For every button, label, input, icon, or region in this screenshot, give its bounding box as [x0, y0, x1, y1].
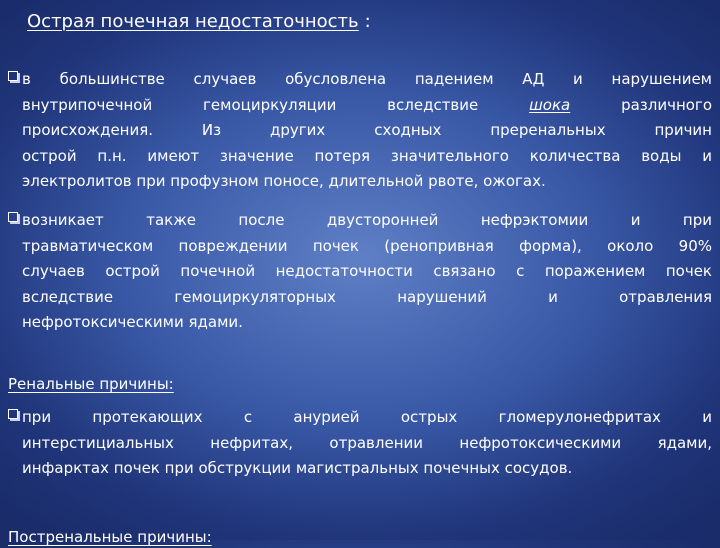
- renal-bullet-1: [22, 405, 712, 482]
- postrenal-causes-heading-text: Постренальные причины:: [8, 528, 212, 546]
- checkbox-bullet-icon: [8, 212, 18, 222]
- postrenal-causes-heading: [8, 526, 212, 548]
- text-line: при протекающих с анурией острых гломерулонефритах и: [22, 408, 712, 426]
- emphasized-term-shock: шока: [529, 95, 571, 114]
- text-segment: внутрипочечной гемоциркуляции вследствие: [22, 95, 479, 114]
- text-line: происхождения. Из других сходных преренальных причин: [22, 121, 712, 139]
- slide-title-colon: :: [364, 11, 371, 32]
- text-line: электролитов при профузном поносе, длительной рвоте, ожогах.: [22, 172, 546, 190]
- text-line: вследствие гемоциркуляторных нарушений и отравления: [22, 287, 712, 306]
- text-line: нефротоксическими ядами.: [22, 313, 243, 331]
- text-line: возникает также после двусторонней нефрэктомии и при: [22, 211, 712, 229]
- renal-causes-heading: [8, 373, 174, 395]
- renal-causes-heading-text: Ренальные причины:: [8, 375, 174, 393]
- text-line: инфарктах почек при обструкции магистральных почечных сосудов.: [22, 459, 573, 477]
- prerenal-bullet-1: [22, 67, 712, 195]
- text-line: острой п.н. имеют значение потеря значительного количества воды и: [22, 146, 712, 165]
- text-segment: различного: [621, 95, 712, 114]
- text-line: [22, 93, 712, 119]
- prerenal-bullet-2: [22, 208, 712, 336]
- text-line: травматическом повреждении почек (ренопривная форма), около 90%: [22, 236, 712, 255]
- checkbox-bullet-icon: [8, 71, 18, 81]
- text-line: интерстициальных нефритах, отравлении нефротоксическими ядами,: [22, 433, 712, 452]
- slide-title-text: Острая почечная недостаточность: [27, 11, 359, 32]
- text-line: случаев острой почечной недостаточности связано с поражением почек: [22, 262, 712, 280]
- checkbox-bullet-icon: [8, 409, 18, 419]
- text-line: в большинстве случаев обусловлена падением АД и нарушением: [22, 70, 712, 88]
- slide-title: [27, 9, 371, 35]
